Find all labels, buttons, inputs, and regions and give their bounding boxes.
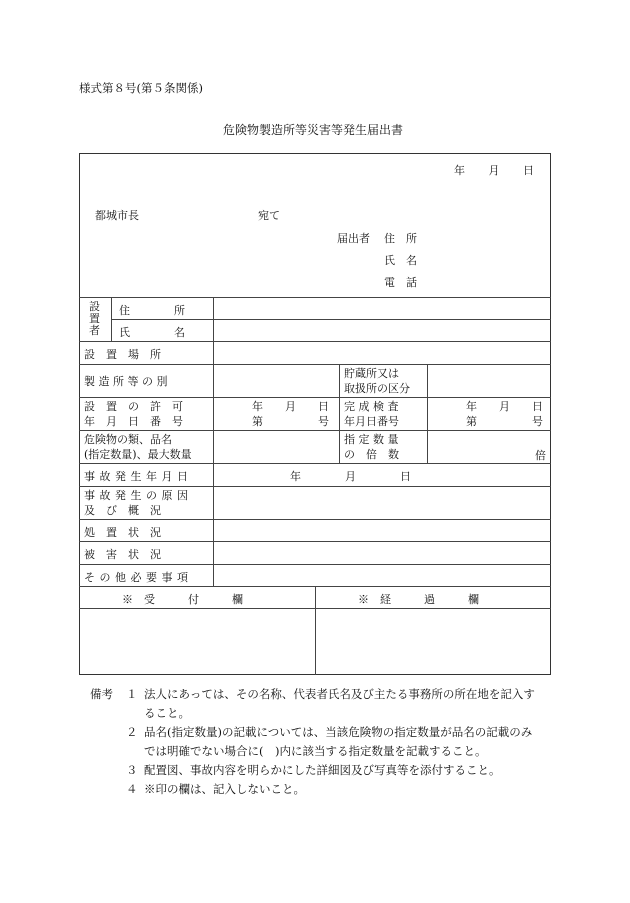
permit-value: 年 月 日 第 号 [252,400,329,428]
page-title: 危険物製造所等災害等発生届出書 [223,123,404,137]
install-location-label: 設 置 場 所 [84,348,161,361]
cause-label: 事故発生の原因 及 び 概 況 [84,489,193,517]
notifier-phone-label: 電 話 [384,276,417,289]
damage-label: 被 害 状 況 [84,548,161,561]
remark-2-line1: 品名(指定数量)の記載については、当該危険物の指定数量が品名の記載のみ [144,725,533,739]
hazmat-label: 危険物の類、品名 (指定数量)、最大数量 [84,433,192,461]
notifier-name-label: 氏 名 [384,254,417,267]
inspection-label: 完 成 検 査 年月日番号 [344,400,399,428]
notifier-label: 届出者 [337,232,370,245]
permit-label: 設 置 の 許 可 年 月 日 番 号 [84,400,183,428]
progress-column-header: ※ 経 過 欄 [358,593,479,606]
remarks-label: 備考 [90,687,113,701]
installer-label: 設置者 [89,300,100,337]
inspection-value: 年 月 日 第 号 [466,400,543,428]
facility-type-label: 製 造 所 等 の 別 [84,375,168,388]
accident-date-label: 事故発生年月日 [84,470,193,483]
notifier-address-label: 住 所 [384,232,417,245]
remark-3-line1: 配置図、事故内容を明らかにした詳細図及び写真等を添付すること。 [144,763,501,777]
remark-1-line2: ること。 [144,706,190,720]
addressee-name: 都城市長 [95,209,139,222]
installer-address-label: 住 所 [119,304,185,317]
multiple-unit: 倍 [535,449,546,462]
remark-4-num: ４ [126,782,138,796]
remark-1-num: １ [126,687,138,701]
other-label: その他必要事項 [84,571,193,584]
remark-1-line1: 法人にあっては、その名称、代表者氏名及び主たる事務所の所在地を記入す [144,687,535,701]
designated-qty-label: 指 定 数 量 の 倍 数 [344,433,399,461]
date-month: 月 [488,164,500,177]
storage-type-label: 貯蔵所又は 取扱所の区分 [344,367,410,395]
remark-2-num: ２ [126,725,138,739]
disposal-label: 処 置 状 況 [84,526,161,539]
accident-date-value: 年 月 日 [290,470,411,483]
form-number: 様式第８号(第５条関係) [79,81,203,95]
addressee-suffix: 宛て [258,209,280,222]
remark-4-line1: ※印の欄は、記入しないこと。 [144,782,305,796]
date-line [454,162,534,178]
reception-column-header: ※ 受 付 欄 [122,593,243,606]
installer-name-label: 氏 名 [119,326,185,339]
remark-2-line2: では明確でない場合に( )内に該当する指定数量を記載すること。 [144,744,487,758]
date-day: 日 [523,164,534,177]
date-year: 年 [454,164,465,177]
remark-3-num: ３ [126,763,138,777]
